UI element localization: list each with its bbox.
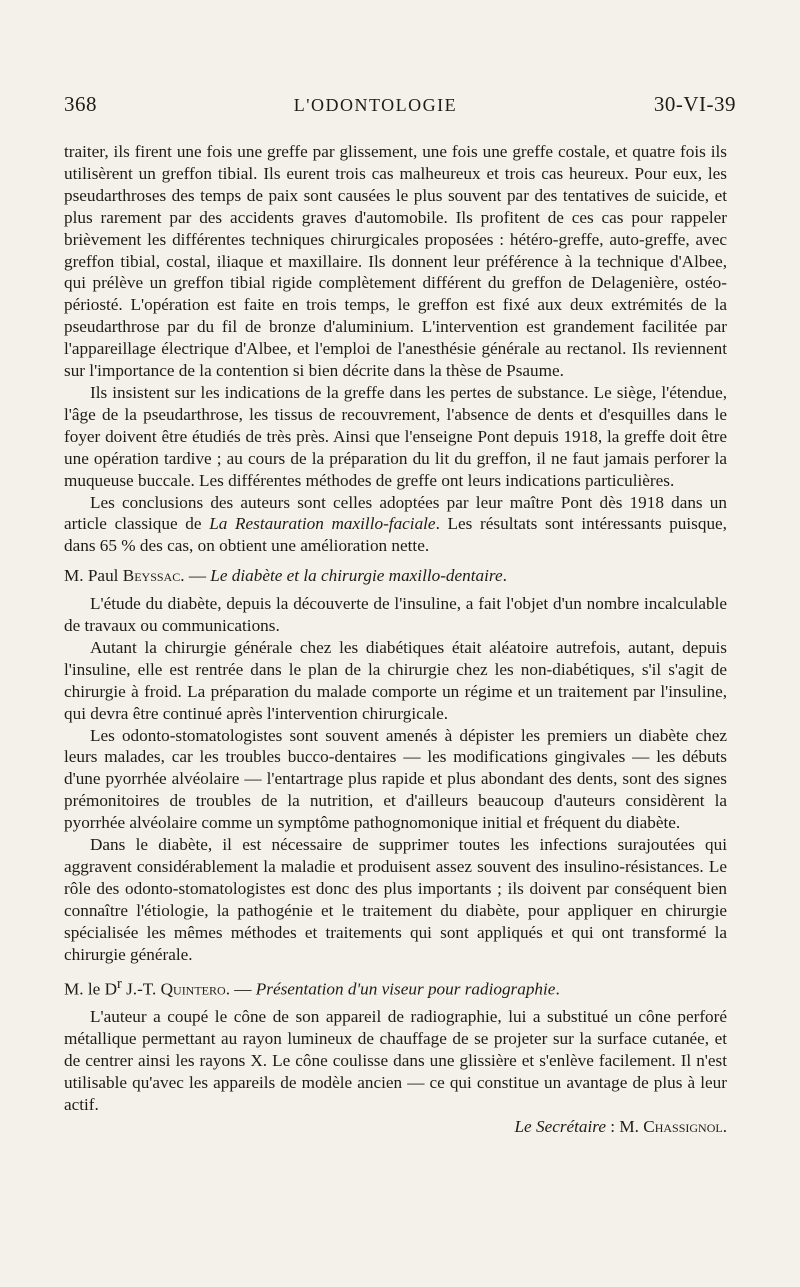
communication-heading-beyssac [64, 565, 727, 587]
journal-title: L'ODONTOLOGIE [293, 95, 458, 115]
author-prefix: M. Paul [64, 566, 123, 586]
title-superscript: r [117, 975, 122, 992]
signature-name: Chassignol [643, 1116, 723, 1136]
communication-heading-quintero [64, 974, 727, 1001]
signature [64, 1116, 727, 1138]
page-number: 368 [64, 92, 97, 116]
paragraph-8: L'auteur a coupé le cône de son appareil de radiographie, lui a substitué un cône perforé métallique permettant au rayon lumineux de chauffage de se projeter sur la surface cutanée, et de centrer ainsi les rayons X. Le cône coulisse dans une glissière et s'enlève facilement. Il n'est utilisable qu'avec les appareils de modèle ancien — ce qui constitue un avantage de plus à leur actif. [64, 1007, 727, 1114]
signature-role: Le Secrétaire [514, 1116, 606, 1136]
cited-article-title: La Restauration maxillo-faciale [209, 514, 436, 534]
paragraph-6: Les odonto-stomatologistes sont souvent amenés à dépister les premiers un diabète chez leurs malades, car les troubles bucco-dentaires — les modifications gingivales — les débuts d'une pyorrhée alvéolaire — l'entartrage plus rapide et plus abondant des dents, sont des signes prémonitoires de troubles de la nutrition, et d'ailleurs beaucoup d'auteurs considèrent la pyorrhée alvéolaire comme un symptôme pathognomonique initial et fréquent du diabète. [64, 725, 727, 833]
paragraph-3-text-a: Les conclusions des auteurs sont celles adoptées par leur maître Pont dès 1918 dans un article classique de [64, 492, 727, 534]
paragraph-7: Dans le diabète, il est nécessaire de supprimer toutes les infections surajoutées qui aggravent considérablement la maladie et produisent assez souvent des insulino-résistances. Le rôle des odonto-stomatologistes est donc des plus importants ; ils doivent par conséquent bien connaître l'étiologie, la pathogénie et le traitement du diabète, pour appliquer en chirurgie spécialisée les mêmes méthodes et traitements qui sont appliqués et qui ont transformé la chirurgie générale. [64, 835, 727, 964]
paragraph-5: Autant la chirurgie générale chez les diabétiques était aléatoire autrefois, autant, depuis l'insuline, elle est rentrée dans le plan de la chirurgie chez les non-diabétiques, s'il s'agit de chirurgie à froid. La préparation du malade comporte un régime et un traitement par l'insuline, qui devra être continué après l'intervention chirurgicale. [64, 637, 727, 723]
author-initials: J.-T. [121, 979, 161, 999]
issue-date: 30-VI-39 [653, 92, 736, 116]
signature-separator: : M. [605, 1116, 644, 1136]
author-name: Beyssac [122, 566, 181, 586]
paragraph-2: Ils insistent sur les indications de la greffe dans les pertes de substance. Le siège, l'étendue, l'âge de la pseudarthrose, les tissus de recouvrement, l'absence de dents et d'esquilles dans le foyer doivent être étudiés de très près. Ainsi que l'enseigne Pont depuis 1918, la greffe doit être une opération tardive ; au cours de la préparation du lit du greffon, il ne faut jamais perforer la muqueuse buccale. Les différentes méthodes de greffe ont leurs indications particulières. [64, 382, 727, 490]
author-prefix: M. le D [64, 979, 117, 999]
communication-title: Présentation d'un viseur pour radiographie [255, 979, 556, 999]
paragraph-4: L'étude du diabète, depuis la découverte de l'insuline, a fait l'objet d'un nombre incalculable de travaux ou communications. [64, 594, 727, 636]
heading-end: . [502, 566, 507, 586]
signature-end: . [722, 1116, 727, 1136]
paragraph-3 [64, 492, 727, 558]
heading-end: . [555, 979, 560, 999]
heading-dash: . — [180, 566, 211, 586]
author-name: Quintero [160, 979, 226, 999]
paragraph-3-text-b: . Les résultats sont intéressants puisque, dans 65 % des cas, on obtient une amélioration nette. [64, 514, 727, 556]
heading-dash: . — [225, 979, 256, 999]
body-text [64, 141, 727, 1138]
paragraph-1: traiter, ils firent une fois une greffe par glissement, une fois une greffe costale, et quatre fois ils utilisèrent un greffon tibial. Ils eurent trois cas malheureux et trois cas heureux. Pour eux, les pseudarthroses des temps de paix sont causées le plus souvent par des tentatives de suicide, et plus rarement par des accidents graves d'automobile. Ils profitent de ces cas pour rappeler brièvement les différentes techniques chirurgicales proposées : hétéro-greffe, auto-greffe, avec greffon tibial, costal, iliaque et maxillaire. Ils donnent leur préférence à la technique d'Albee, qui prélève un greffon tibial rigide complètement différent du greffon de Delagenière, ostéo-périosté. L'opération est faite en trois temps, le greffon est fixé aux deux extrémités de la pseudarthrose par du fil de bronze d'aluminium. L'intervention est grandement facilitée par l'appareillage électrique d'Albee, et l'emploi de l'anesthésie générale au rectanol. Ils reviennent sur l'importance de la contention si bien décrite dans la thèse de Psaume. [64, 142, 727, 381]
communication-title: Le diabète et la chirurgie maxillo-dentaire [210, 566, 503, 586]
running-header [64, 92, 736, 117]
